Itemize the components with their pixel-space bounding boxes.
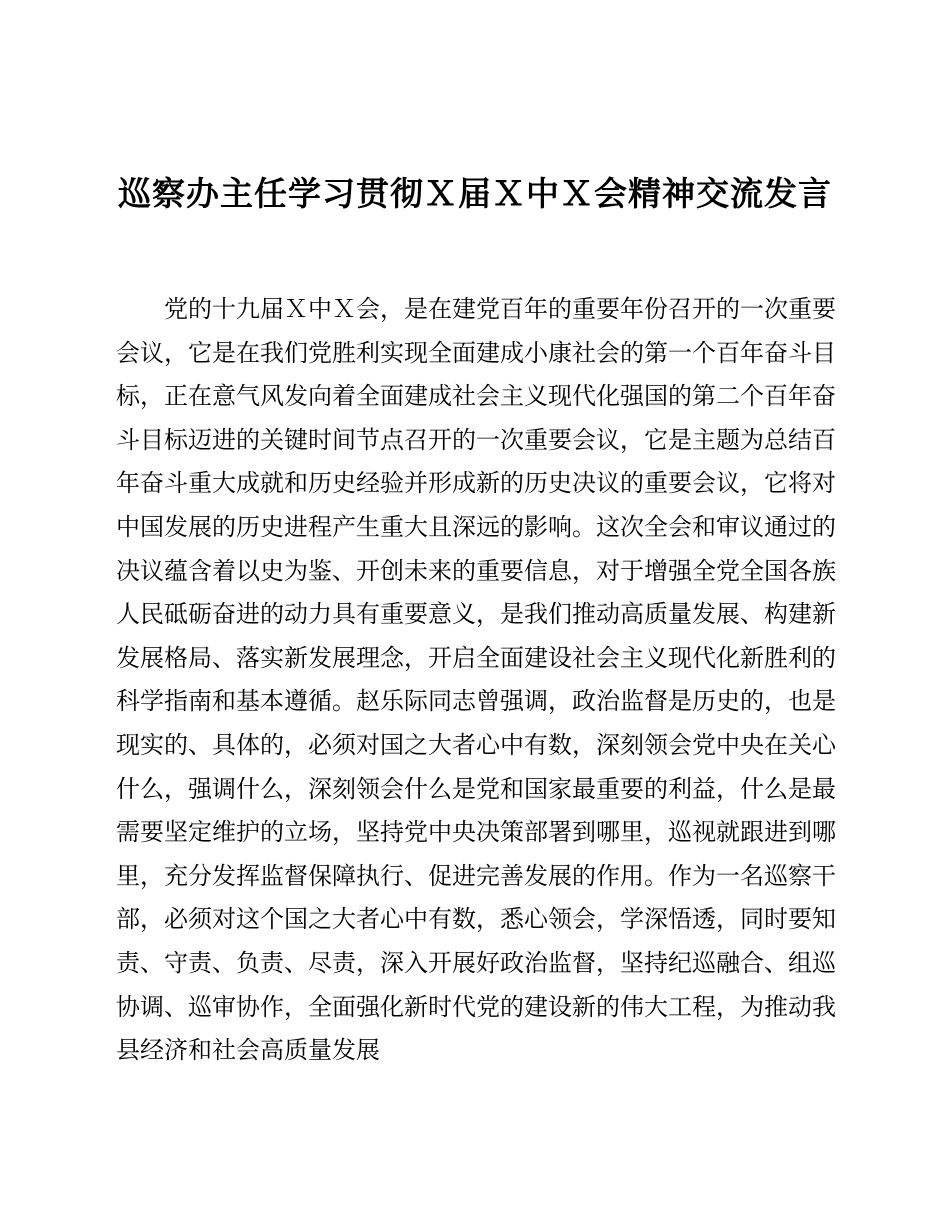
document-title: 巡察办主任学习贯彻Ｘ届Ｘ中Ｘ会精神交流发言 [118,174,832,213]
body-paragraph: 党的十九届Ｘ中Ｘ会，是在建党百年的重要年份召开的一次重要会议，它是在我们党胜利实现全面建成小康社会的第一个百年奋斗目标，正在意气风发向着全面建成社会主义现代化强国的第二个百年奋斗目标迈进的关键时间节点召开的一次重要会议，它是主题为总结百年奋斗重大成就和历史经验并形成新的历史决议的重要会议，它将对中国发展的历史进程产生重大且深远的影响。这次全会和审议通过的决议蕴含着以史为鉴、开创未来的重要信息，对于增强全党全国各族人民砥砺奋进的动力具有重要意义，是我们推动高质量发展、构建新发展格局、落实新发展理念，开启全面建设社会主义现代化新胜利的科学指南和基本遵循。赵乐际同志曾强调，政治监督是历史的，也是现实的、具体的，必须对国之大者心中有数，深刻领会党中央在关心什么，强调什么，深刻领会什么是党和国家最重要的利益，什么是最需要坚定维护的立场，坚持党中央决策部署到哪里，巡视就跟进到哪里，充分发挥监督保障执行、促进完善发展的作用。作为一名巡察干部，必须对这个国之大者心中有数，悉心领会，学深悟透，同时要知责、守责、负责、尽责，深入开展好政治监督，坚持纪巡融合、组巡协调、巡审协作，全面强化新时代党的建设新的伟大工程，为推动我县经济和社会高质量发展 [116,295,836,1065]
